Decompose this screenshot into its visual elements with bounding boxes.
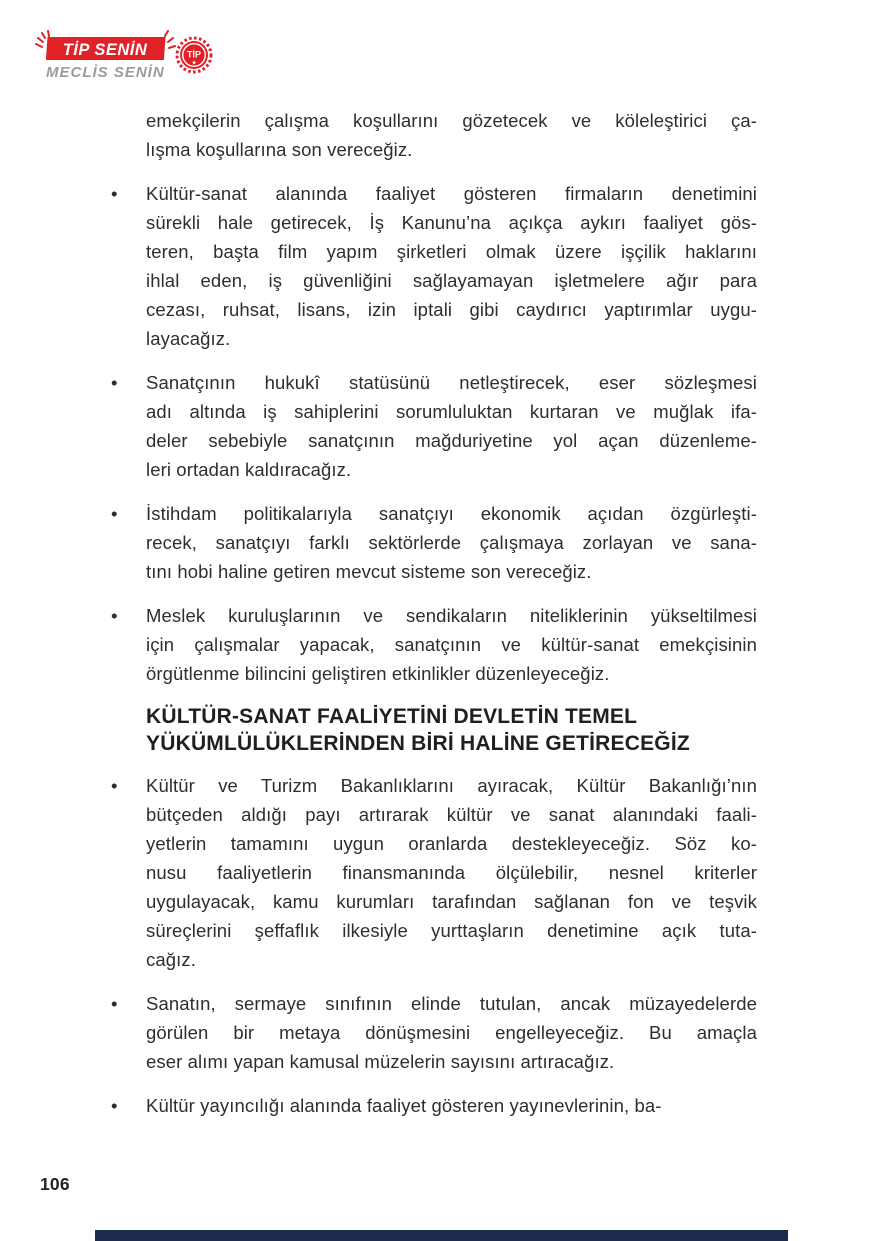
text-line: emekçilerin çalışma koşullarını gözetecek ve köleleştirici ça- <box>146 110 757 131</box>
badge-text: TİP <box>186 49 202 60</box>
burst-rays-right <box>165 31 175 48</box>
block-text <box>146 989 757 1076</box>
text-line: deler sebebiyle sanatçının mağduriyetine yol açan düzenleme- <box>146 430 757 451</box>
text-line: Sanatın, sermaye sınıfının elinde tutulan, ancak müzayedelerde <box>146 993 757 1014</box>
text-line: adı altında iş sahiplerini sorumluluktan kurtaran ve muğlak ifa- <box>146 401 757 422</box>
bullet-marker: • <box>111 993 118 1014</box>
badge-star-icon: ★ <box>191 60 197 67</box>
text-line: layacağız. <box>146 328 231 349</box>
heading-line: KÜLTÜR-SANAT FAALİYETİNİ DEVLETİN TEMEL <box>146 705 638 728</box>
block-text <box>146 499 757 586</box>
bullet-item <box>108 499 757 586</box>
section-heading <box>108 703 757 757</box>
tip-logo <box>34 30 224 88</box>
bullet-marker: • <box>111 1095 118 1116</box>
text-line: sürekli hale getirecek, İş Kanunu’na açıkça aykırı faaliyet gös- <box>146 212 757 233</box>
bullet-item <box>108 771 757 974</box>
text-line: tını hobi haline getiren mevcut sisteme son vereceğiz. <box>146 561 592 582</box>
text-line: Sanatçının hukukî statüsünü netleştirecek, eser sözleşmesi <box>146 372 757 393</box>
block-text <box>146 106 757 164</box>
bullet-item <box>108 368 757 484</box>
text-line: Meslek kuruluşlarının ve sendikaların niteliklerinin yükseltilmesi <box>146 605 757 626</box>
text-line: örgütlenme bilincini geliştiren etkinlikler düzenleyeceğiz. <box>146 663 610 684</box>
indent-spacer <box>108 106 146 164</box>
bullet-item <box>108 989 757 1076</box>
text-line: teren, başta film yapım şirketleri olmak üzere işçilik haklarını <box>146 241 757 262</box>
block-text <box>146 771 757 974</box>
logo-line2: MECLİS SENİN <box>46 64 165 81</box>
text-line: recek, sanatçıyı farklı sektörlerde çalışmaya zorlayan ve sana- <box>146 532 757 553</box>
text-line: ihlal eden, iş güvenliğini sağlayamayan işletmelere ağır para <box>146 270 757 291</box>
footer-bar <box>95 1230 788 1241</box>
text-content <box>108 106 757 1135</box>
text-line: Kültür ve Turizm Bakanlıklarını ayıracak, Kültür Bakanlığı’nın <box>146 775 757 796</box>
block-text <box>146 179 757 353</box>
text-line: İstihdam politikalarıyla sanatçıyı ekonomik açıdan özgürleşti- <box>146 503 757 524</box>
bullet-item <box>108 1091 757 1120</box>
page-number: 106 <box>40 1174 70 1194</box>
block-text <box>146 601 757 688</box>
text-line: uygulayacak, kamu kurumları tarafından sağlanan fon ve teşvik <box>146 891 757 912</box>
bullet-item <box>108 601 757 688</box>
heading-line: YÜKÜMLÜLÜKLERİNDEN BİRİ HALİNE GETİRECEĞİZ <box>146 732 690 755</box>
text-line: görülen bir metaya dönüşmesini engelleyeceğiz. Bu amaçla <box>146 1022 757 1043</box>
text-line: yetlerin tamamını uygun oranlarda destekleyeceğiz. Söz ko- <box>146 833 757 854</box>
bullet-marker: • <box>111 775 118 796</box>
text-line: lışma koşullarına son vereceğiz. <box>146 139 413 160</box>
text-line: bütçeden aldığı payı artırarak kültür ve sanat alanındaki faali- <box>146 804 757 825</box>
paragraph <box>108 106 757 164</box>
tip-badge-icon <box>177 38 211 72</box>
text-line: nusu faaliyetlerin finansmanında ölçülebilir, nesnel kriterler <box>146 862 757 883</box>
bullet-marker: • <box>111 605 118 626</box>
bullet-marker: • <box>111 503 118 524</box>
bullet-item <box>108 179 757 353</box>
block-text <box>146 703 757 757</box>
text-line: Kültür yayıncılığı alanında faaliyet gösteren yayınevlerinin, ba- <box>146 1095 662 1116</box>
text-line: süreçlerini şeffaflık ilkesiyle yurttaşların denetimine açık tuta- <box>146 920 757 941</box>
block-text <box>146 1091 757 1120</box>
block-text <box>146 368 757 484</box>
text-line: cezası, ruhsat, lisans, izin iptali gibi caydırıcı yaptırımlar uygu- <box>146 299 757 320</box>
text-line: eser alımı yapan kamusal müzelerin sayısını artıracağız. <box>146 1051 615 1072</box>
bullet-marker: • <box>111 372 118 393</box>
bullet-marker: • <box>111 183 118 204</box>
text-line: cağız. <box>146 949 196 970</box>
logo-line1: TİP SENİN <box>62 41 148 59</box>
indent-spacer <box>108 703 146 757</box>
text-line: için çalışmalar yapacak, sanatçının ve kültür-sanat emekçisinin <box>146 634 757 655</box>
text-line: Kültür-sanat alanında faaliyet gösteren firmaların denetimini <box>146 183 757 204</box>
text-line: leri ortadan kaldıracağız. <box>146 459 352 480</box>
